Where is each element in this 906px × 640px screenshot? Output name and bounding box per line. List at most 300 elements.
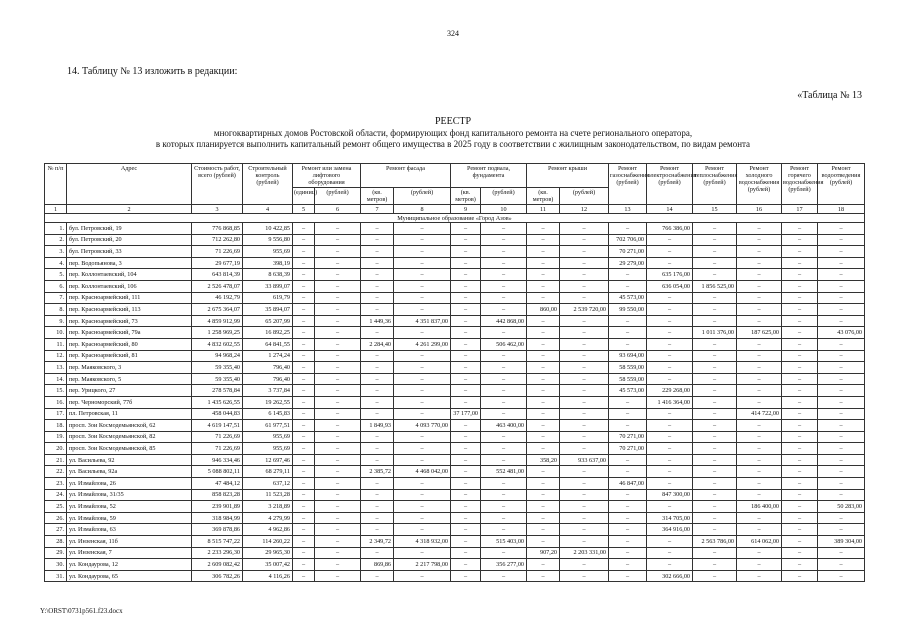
row-value: – xyxy=(782,234,818,246)
row-value: – xyxy=(451,559,481,571)
row-value: – xyxy=(647,559,693,571)
row-value: 9 556,80 xyxy=(243,234,293,246)
row-value: – xyxy=(693,315,737,327)
row-value: – xyxy=(782,223,818,235)
row-value: – xyxy=(818,257,865,269)
row-value: 1 449,36 xyxy=(361,315,394,327)
row-value: – xyxy=(481,570,527,582)
row-number: 23. xyxy=(45,478,67,490)
row-number: 7. xyxy=(45,292,67,304)
column-number: 8 xyxy=(394,205,451,214)
row-value: 712 262,80 xyxy=(192,234,243,246)
row-value: – xyxy=(361,373,394,385)
header-drain: Ремонт водоотведения (рублей) xyxy=(818,164,865,205)
row-value: – xyxy=(737,385,782,397)
row-value: – xyxy=(481,408,527,420)
row-value: – xyxy=(782,257,818,269)
row-value: – xyxy=(737,246,782,258)
row-value: 58 559,00 xyxy=(609,373,647,385)
row-value: 4 093 770,00 xyxy=(394,420,451,432)
row-value: – xyxy=(361,234,394,246)
row-value: 10 422,85 xyxy=(243,223,293,235)
table-row xyxy=(45,396,865,408)
table-row xyxy=(45,559,865,571)
title-line-1: РЕЕСТР xyxy=(434,116,472,127)
row-value: – xyxy=(293,257,315,269)
row-value: – xyxy=(527,338,560,350)
row-value: – xyxy=(394,570,451,582)
row-value: 4 351 837,00 xyxy=(394,315,451,327)
row-value: – xyxy=(361,269,394,281)
row-value: 619,79 xyxy=(243,292,293,304)
row-value: – xyxy=(527,524,560,536)
row-value: – xyxy=(609,408,647,420)
row-value: – xyxy=(527,350,560,362)
row-value: 702 706,00 xyxy=(609,234,647,246)
row-value: 59 355,40 xyxy=(192,373,243,385)
row-value: – xyxy=(293,420,315,432)
row-value: 306 782,26 xyxy=(192,570,243,582)
row-address: пер. Красноармейский, 81 xyxy=(67,350,192,362)
row-value: – xyxy=(293,234,315,246)
row-value: 796,40 xyxy=(243,373,293,385)
row-value: – xyxy=(782,443,818,455)
row-value: – xyxy=(315,350,361,362)
row-value: – xyxy=(394,362,451,374)
table-row xyxy=(45,362,865,374)
row-value: – xyxy=(782,559,818,571)
row-value: – xyxy=(560,420,609,432)
row-value: – xyxy=(293,501,315,513)
row-value: – xyxy=(693,501,737,513)
row-value: – xyxy=(481,443,527,455)
row-value: – xyxy=(560,466,609,478)
row-value: – xyxy=(315,362,361,374)
row-value: 229 268,00 xyxy=(647,385,693,397)
row-value: – xyxy=(737,373,782,385)
row-value: – xyxy=(527,466,560,478)
row-value: – xyxy=(818,350,865,362)
row-value: – xyxy=(560,269,609,281)
column-number: 6 xyxy=(315,205,361,214)
row-value: – xyxy=(527,408,560,420)
row-value: – xyxy=(293,408,315,420)
row-value: – xyxy=(737,431,782,443)
row-value: 2 233 296,30 xyxy=(192,547,243,559)
row-value: – xyxy=(315,454,361,466)
table-row xyxy=(45,408,865,420)
row-value: – xyxy=(361,501,394,513)
table-row xyxy=(45,536,865,548)
row-value: – xyxy=(818,234,865,246)
row-value: – xyxy=(315,489,361,501)
table-row xyxy=(45,489,865,501)
row-value: – xyxy=(451,431,481,443)
row-value: – xyxy=(315,338,361,350)
row-value: – xyxy=(560,396,609,408)
row-value: – xyxy=(818,304,865,316)
row-value: 59 355,40 xyxy=(192,362,243,374)
table-row xyxy=(45,223,865,235)
row-value: – xyxy=(782,408,818,420)
row-value: – xyxy=(315,559,361,571)
row-value: 847 300,00 xyxy=(647,489,693,501)
intro-text: 14. Таблицу № 13 изложить в редакции: xyxy=(67,66,238,77)
row-value: 70 271,00 xyxy=(609,246,647,258)
row-value: – xyxy=(527,420,560,432)
header-address: Адрес xyxy=(67,164,192,205)
row-value: – xyxy=(394,257,451,269)
table-row xyxy=(45,466,865,478)
row-value: – xyxy=(361,512,394,524)
row-value: 29 965,30 xyxy=(243,547,293,559)
row-number: 5. xyxy=(45,269,67,281)
row-address: бул. Петровский, 19 xyxy=(67,223,192,235)
row-number: 18. xyxy=(45,420,67,432)
row-value: – xyxy=(609,280,647,292)
row-value: – xyxy=(481,362,527,374)
row-address: просп. Зои Космодемьянской, 82 xyxy=(67,431,192,443)
row-number: 19. xyxy=(45,431,67,443)
row-value: 70 271,00 xyxy=(609,431,647,443)
row-value: – xyxy=(609,269,647,281)
row-value: 2 349,72 xyxy=(361,536,394,548)
row-value: – xyxy=(737,396,782,408)
row-value: – xyxy=(818,454,865,466)
header-hot: Ремонт горячего водоснабжения (рублей) xyxy=(782,164,818,205)
row-value: – xyxy=(609,570,647,582)
row-value: – xyxy=(527,443,560,455)
row-value: 4 116,26 xyxy=(243,570,293,582)
row-value: 414 722,00 xyxy=(737,408,782,420)
row-value: – xyxy=(481,350,527,362)
row-value: – xyxy=(451,454,481,466)
row-number: 30. xyxy=(45,559,67,571)
row-value: – xyxy=(560,431,609,443)
row-value: – xyxy=(394,431,451,443)
row-value: 16 892,25 xyxy=(243,327,293,339)
row-value: – xyxy=(451,443,481,455)
row-value: – xyxy=(560,512,609,524)
row-number: 14. xyxy=(45,373,67,385)
row-value: 93 694,00 xyxy=(609,350,647,362)
row-address: пер. Урицкого, 27 xyxy=(67,385,192,397)
row-value: 860,00 xyxy=(527,304,560,316)
row-value: – xyxy=(647,315,693,327)
row-value: – xyxy=(818,373,865,385)
row-value: 64 841,55 xyxy=(243,338,293,350)
row-value: 65 207,99 xyxy=(243,315,293,327)
row-value: – xyxy=(451,223,481,235)
row-value: – xyxy=(527,327,560,339)
row-address: ул. Измайлова, 63 xyxy=(67,524,192,536)
row-value: – xyxy=(315,327,361,339)
row-value: – xyxy=(361,396,394,408)
row-value: – xyxy=(315,431,361,443)
column-number: 17 xyxy=(782,205,818,214)
row-value: – xyxy=(293,269,315,281)
row-value: – xyxy=(527,512,560,524)
row-value: – xyxy=(737,280,782,292)
row-value: – xyxy=(693,223,737,235)
row-number: 12. xyxy=(45,350,67,362)
row-value: 4 261 299,00 xyxy=(394,338,451,350)
row-value: – xyxy=(782,280,818,292)
row-value: – xyxy=(737,420,782,432)
row-address: пер. Красноармейский, 73 xyxy=(67,315,192,327)
row-value: – xyxy=(394,292,451,304)
row-value: – xyxy=(394,501,451,513)
column-number: 11 xyxy=(527,205,560,214)
row-value: – xyxy=(782,246,818,258)
row-value: 4 318 932,00 xyxy=(394,536,451,548)
row-value: – xyxy=(782,547,818,559)
row-value: – xyxy=(782,269,818,281)
row-value: 1 856 525,00 xyxy=(693,280,737,292)
header-facade: Ремонт фасада xyxy=(361,164,451,188)
row-number: 17. xyxy=(45,408,67,420)
row-value: – xyxy=(293,478,315,490)
row-value: – xyxy=(527,269,560,281)
row-value: – xyxy=(782,512,818,524)
row-value: – xyxy=(315,246,361,258)
row-value: – xyxy=(361,257,394,269)
row-value: – xyxy=(361,304,394,316)
header-cost: Стоимость работ, всего (рублей) xyxy=(192,164,243,205)
row-value: – xyxy=(818,269,865,281)
row-value: – xyxy=(737,304,782,316)
row-value: – xyxy=(818,338,865,350)
row-value: – xyxy=(481,257,527,269)
row-value: – xyxy=(481,304,527,316)
row-value: – xyxy=(527,246,560,258)
row-value: – xyxy=(647,466,693,478)
row-value: – xyxy=(818,223,865,235)
row-value: – xyxy=(394,454,451,466)
header-roof: Ремонт крыши xyxy=(527,164,609,188)
row-value: 2 675 364,07 xyxy=(192,304,243,316)
row-value: – xyxy=(293,385,315,397)
row-value: – xyxy=(737,362,782,374)
row-value: – xyxy=(293,327,315,339)
row-value: 278 578,84 xyxy=(192,385,243,397)
row-value: – xyxy=(693,246,737,258)
row-value: – xyxy=(782,454,818,466)
row-value: 50 283,00 xyxy=(818,501,865,513)
row-number: 22. xyxy=(45,466,67,478)
row-value: 2 284,40 xyxy=(361,338,394,350)
row-value: – xyxy=(451,420,481,432)
row-value: 35 894,07 xyxy=(243,304,293,316)
row-value: – xyxy=(647,327,693,339)
row-value: 187 625,00 xyxy=(737,327,782,339)
header-basement: Ремонт подвала, фундамента xyxy=(451,164,527,188)
row-address: просп. Зои Космодемьянской, 62 xyxy=(67,420,192,432)
row-value: – xyxy=(293,280,315,292)
row-value: – xyxy=(693,454,737,466)
row-value: – xyxy=(560,489,609,501)
row-value: – xyxy=(451,501,481,513)
row-value: – xyxy=(560,443,609,455)
row-number: 16. xyxy=(45,396,67,408)
row-value: 1 435 626,55 xyxy=(192,396,243,408)
row-value: – xyxy=(737,223,782,235)
row-value: 12 697,46 xyxy=(243,454,293,466)
row-value: – xyxy=(361,385,394,397)
row-value: – xyxy=(737,524,782,536)
row-value: – xyxy=(527,536,560,548)
row-value: – xyxy=(315,385,361,397)
row-value: – xyxy=(527,257,560,269)
row-value: 46 847,00 xyxy=(609,478,647,490)
row-value: – xyxy=(361,280,394,292)
row-value: 1 258 969,25 xyxy=(192,327,243,339)
row-address: пер. Красноармейский, 80 xyxy=(67,338,192,350)
row-value: 19 262,55 xyxy=(243,396,293,408)
row-value: 643 814,39 xyxy=(192,269,243,281)
row-value: – xyxy=(527,362,560,374)
row-number: 29. xyxy=(45,547,67,559)
row-value: – xyxy=(361,454,394,466)
table-row xyxy=(45,257,865,269)
column-number: 18 xyxy=(818,205,865,214)
row-value: – xyxy=(451,373,481,385)
row-value: – xyxy=(315,408,361,420)
row-value: – xyxy=(647,408,693,420)
row-value: – xyxy=(394,385,451,397)
table-row xyxy=(45,292,865,304)
row-value: 239 901,89 xyxy=(192,501,243,513)
row-value: – xyxy=(293,466,315,478)
row-value: – xyxy=(560,315,609,327)
row-value: 614 062,00 xyxy=(737,536,782,548)
row-value: – xyxy=(481,246,527,258)
row-value: – xyxy=(647,373,693,385)
header-facade-rub: (рублей) xyxy=(394,188,451,205)
table-row xyxy=(45,373,865,385)
row-value: – xyxy=(737,269,782,281)
row-value: – xyxy=(647,547,693,559)
table-row xyxy=(45,338,865,350)
row-value: – xyxy=(315,443,361,455)
row-value: 186 400,00 xyxy=(737,501,782,513)
row-value: – xyxy=(560,280,609,292)
row-value: – xyxy=(609,547,647,559)
row-value: – xyxy=(560,327,609,339)
row-value: – xyxy=(293,338,315,350)
row-value: – xyxy=(527,396,560,408)
row-value: – xyxy=(818,420,865,432)
row-value: 47 484,12 xyxy=(192,478,243,490)
row-value: – xyxy=(693,304,737,316)
row-value: – xyxy=(737,350,782,362)
row-value: – xyxy=(782,489,818,501)
row-number: 24. xyxy=(45,489,67,501)
row-value: – xyxy=(609,338,647,350)
table-row xyxy=(45,524,865,536)
row-value: 776 868,85 xyxy=(192,223,243,235)
row-value: – xyxy=(394,489,451,501)
row-value: – xyxy=(527,431,560,443)
row-value: – xyxy=(647,257,693,269)
row-value: – xyxy=(818,466,865,478)
row-value: – xyxy=(394,396,451,408)
row-value: – xyxy=(693,478,737,490)
row-value: – xyxy=(693,292,737,304)
column-number: 4 xyxy=(243,205,293,214)
row-value: – xyxy=(293,536,315,548)
header-facade-sqm: (кв. метров) xyxy=(361,188,394,205)
row-number: 21. xyxy=(45,454,67,466)
row-value: 8 638,39 xyxy=(243,269,293,281)
row-value: – xyxy=(818,512,865,524)
row-value: 1 011 376,00 xyxy=(693,327,737,339)
page-number: 324 xyxy=(447,29,459,38)
row-value: – xyxy=(782,385,818,397)
row-value: – xyxy=(737,547,782,559)
row-value: – xyxy=(609,420,647,432)
row-value: – xyxy=(818,315,865,327)
row-value: – xyxy=(560,408,609,420)
row-value: – xyxy=(315,304,361,316)
row-value: – xyxy=(293,315,315,327)
header-cold: Ремонт холодного водоснабжения (рублей) xyxy=(737,164,782,205)
row-value: – xyxy=(782,524,818,536)
row-value: – xyxy=(609,223,647,235)
row-value: – xyxy=(818,396,865,408)
row-value: – xyxy=(560,338,609,350)
row-value: 314 705,00 xyxy=(647,512,693,524)
row-address: бул. Петровский, 33 xyxy=(67,246,192,258)
row-value: 68 279,11 xyxy=(243,466,293,478)
table-row xyxy=(45,478,865,490)
row-value: – xyxy=(315,512,361,524)
section-title: Муниципальное образование «Город Азов» xyxy=(45,214,865,223)
row-address: пер. Маяковского, 5 xyxy=(67,373,192,385)
row-value: – xyxy=(693,362,737,374)
header-lift-units: (единиц) xyxy=(293,188,315,205)
row-number: 20. xyxy=(45,443,67,455)
row-value: – xyxy=(394,373,451,385)
row-value: – xyxy=(818,489,865,501)
row-value: – xyxy=(361,547,394,559)
row-number: 4. xyxy=(45,257,67,269)
row-value: – xyxy=(782,570,818,582)
row-value: – xyxy=(782,292,818,304)
row-address: пер. Черноморский, 77б xyxy=(67,396,192,408)
table-row xyxy=(45,454,865,466)
row-value: – xyxy=(481,234,527,246)
row-value: – xyxy=(293,570,315,582)
row-value: 4 859 912,99 xyxy=(192,315,243,327)
row-value: – xyxy=(451,536,481,548)
row-value: – xyxy=(451,269,481,281)
row-value: 71 226,69 xyxy=(192,431,243,443)
row-value: – xyxy=(315,269,361,281)
row-value: 29 279,00 xyxy=(609,257,647,269)
row-value: – xyxy=(737,512,782,524)
row-value: 4 468 042,00 xyxy=(394,466,451,478)
row-value: – xyxy=(481,512,527,524)
row-address: пер. Коллонтаевский, 104 xyxy=(67,269,192,281)
row-value: 114 260,22 xyxy=(243,536,293,548)
row-address: пер. Водопьянова, 3 xyxy=(67,257,192,269)
row-value: – xyxy=(361,362,394,374)
row-number: 31. xyxy=(45,570,67,582)
row-value: – xyxy=(361,246,394,258)
row-value: – xyxy=(647,501,693,513)
row-value: – xyxy=(315,373,361,385)
